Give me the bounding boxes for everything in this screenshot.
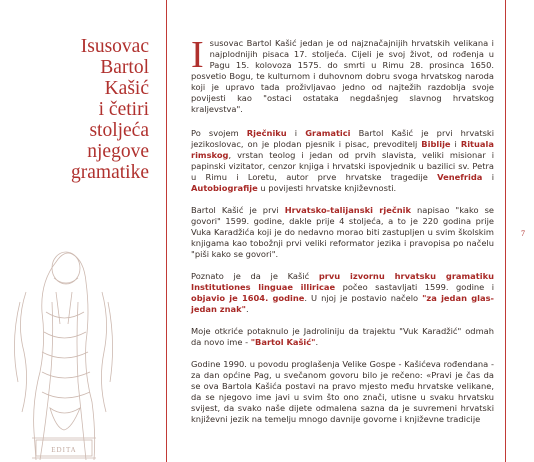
bold-run: Venefrida [437,172,483,182]
sidebar-title [19,36,149,183]
text-run: i [286,128,306,138]
drop-cap: I [191,34,204,76]
text-run: Poznato je da je Kašić [191,271,319,281]
title-line: stoljeća [89,120,149,141]
title-line: Kašić [104,78,149,99]
text-run: napisao "kako se govori" 1599. godine, dakle prije 4 stoljeća, a to je 220 godina prije Vuka Karadžića koji je do nedavno morao biti zastupljen u svim školskim knjigama kao tobožnji prvi veliki reformator jezika i pravopisa po načelu "piši kako se govori". [191,205,494,259]
bold-run: "za jedan glas-jedan znak" [191,293,494,314]
paragraph-rjecnik [191,128,494,194]
bold-run: Gramatici [305,128,351,138]
text-run: i [450,139,461,149]
paragraph-dictionary [191,205,494,260]
paragraph-grammar [191,271,494,315]
bold-run: Biblije [421,139,451,149]
text-run: Bartol Kašić je prvi hrvatski jezikoslovac, on je plodan pjesnik i pisac, prevoditelj [191,128,495,149]
bold-run: "Bartol Kašić" [250,337,316,347]
statue-engraving-image [6,232,118,462]
bold-run: Rituala rimskog [191,139,494,160]
title-line: gramatike [71,162,149,183]
text-run: , vrstan teolog i jedan od prvih slavista, veliki misionar i papinski vizitator, cenzor knjiga i hrvatski ispovjednik u bazilici sv. Petra u Rimu i Loretu, autor prve hrvatske tragedije [191,150,494,182]
paragraph-ferry [191,326,494,348]
paragraph-text: susovac Bartol Kašić jedan je od najznačajnijih hrvatskih velikana i najplodnijih pisaca 17. stoljeća. Cijeli je svoj život, od rođenja u Pagu 15. kolovoza 1575. do smrti u Rimu 28. prosinca 1650. posvetio Bogu, te kulturnom i duhovnom dobru svoga hrvatskog naroda koji je upravo tada proživljavao jedno od najtežih razdoblja svoje povijesti kao "ostaci ostataka negdašnjeg slavnog hrvatskog kraljevstva". [191,38,494,114]
bold-run: prvu izvornu hrvatsku gramatiku Institutiones linguae illiricae [191,271,494,292]
bold-run: Rječniku [246,128,287,138]
text-run: Moje otkriće potaknulo je Jadroliniju da trajektu "Vuk Karadžić" odmah da novo ime - [191,326,494,347]
paragraph-1990 [191,359,494,425]
bold-run: Autobiografije [191,183,258,193]
article-body [191,34,495,436]
right-divider-rule [505,0,506,462]
svg-text:EDITA: EDITA [51,446,77,454]
title-line: i četiri [98,99,149,120]
bold-run: Hrvatsko-talijanski rječnik [284,205,412,215]
paragraph-text: Godine 1990. u povodu proglašenja Velike Gospe - Kašićeva rođendana - za dan općine Pag, u svečanom govoru bilo je rečeno: «Pravi je čas da se ova Bartola Kašića postavi na pravo mjesto među hrvatske velikane, da se njegovo ime javi u svim što ono znači, utisne u svaku hrvatsku svijest, da svako naše dijete odmalena sazna da je suvremeni hrvatski književni jezik na temelju mnogo davnije govorne i književne tradicije [191,359,494,424]
left-divider-rule [166,0,167,462]
title-line: njegove [87,141,149,162]
text-run: Po svojem [191,128,247,138]
text-run: u povijesti hrvatske književnosti. [257,183,397,193]
text-run: . [315,337,319,347]
text-run: . [245,304,249,314]
text-run: i [482,172,494,182]
bold-run: objavio je 1604. godine [191,293,305,303]
text-run: počeo sastavljati 1599. godine i [335,282,495,292]
title-line: Isusovac [80,36,149,57]
page-number: 7 [521,229,525,238]
paragraph-intro [191,34,494,115]
text-run: Bartol Kašić je prvi [191,205,285,215]
text-run: . U njoj je postavio načelo [304,293,423,303]
title-line: Bartol [100,57,149,78]
